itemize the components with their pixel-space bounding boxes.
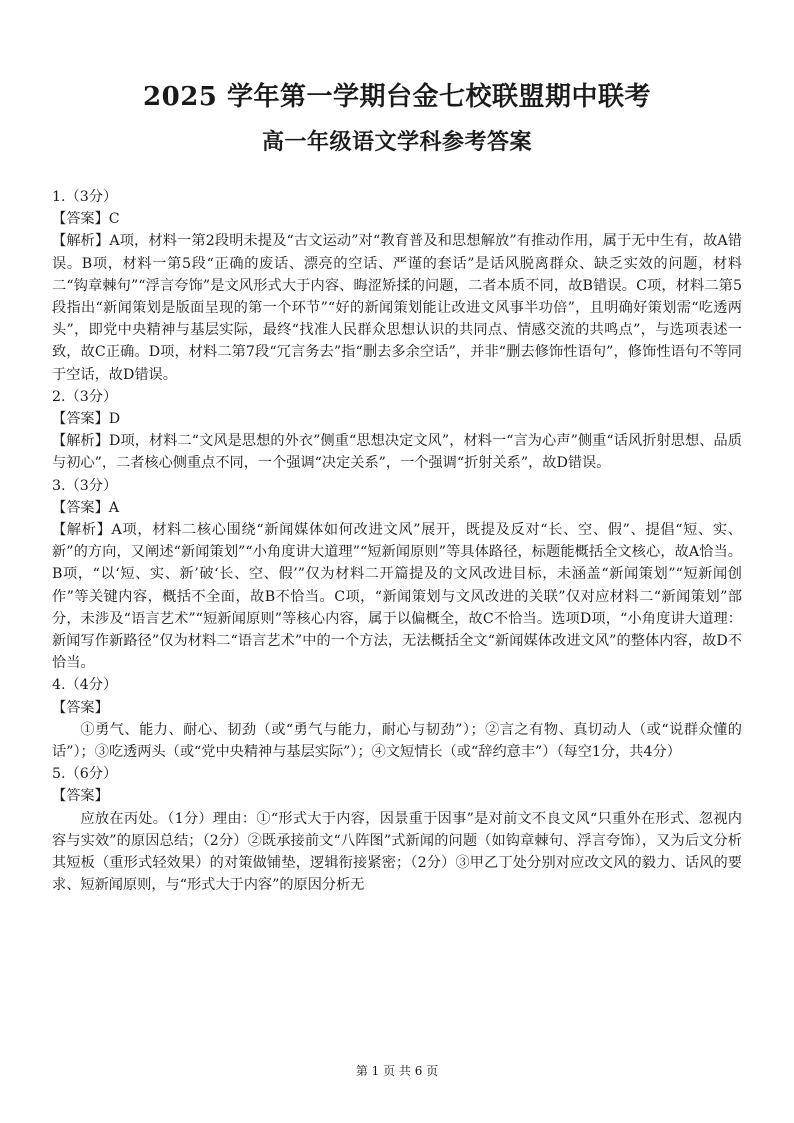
answer-body: [52, 186, 742, 897]
question-1-number: 1.（3分）: [52, 189, 118, 205]
question-1-analysis: 【解析】A项，材料一第2段明未提及“古文运动”对“教育普及和思想解放”有推动作用，属于无中生有，故A错误。B项，材料一第5段“正确的废话、漂亮的空话、严谨的套话”是话风脱离群众、缺乏实效的问题，材料二“钩章棘句”“浮言夸饰”是文风形式大于内容、晦涩矫揉的问题，二者本质不同，故B错误。C项，材料二第5段指出“新闻策划是版面呈现的第一个环节”“好的新闻策划能让改进文风事半功倍”，且明确好策划需“吃透两头”，即党中央精神与基层实际，最终“找准人民群众思想认识的共同点、情感交流的共鸣点”，与选项表述一致，故C正确。D项，材料二第7段“冗言务去”指“删去多余空话”，并非“删去修饰性语句”，修饰性语句不等同于空话，故D错误。: [52, 233, 742, 383]
exam-subtitle: 高一年级语文学科参考答案: [261, 129, 532, 155]
question-2-answer: 【答案】D: [52, 411, 121, 428]
question-3-analysis: 【解析】A项，材料二核心围绕“新闻媒体如何改进文风”展开，既提及反对“长、空、假”、提倡“短、实、新”的方向，又阐述“新闻策划”“小角度讲大道理”“短新闻原则”等具体路径，标题能概括全文核心，故A恰当。B项，“以‘短、实、新’破‘长、空、假’”仅为材料二开篇提及的文风改进目标，未涵盖“新闻策划”“短新闻创作”等关键内容，概括不全面，故B不恰当。C项，“新闻策划与文风改进的关联”仅对应材料二“新闻策划”部分，未涉及“语言艺术”“短新闻原则”等核心内容，属于以偏概全，故C不恰当。选项D项，“小角度讲大道理：新闻写作新路径”仅为材料二“语言艺术”中的一个方法，无法概括全文“新闻媒体改进文风”的整体内容，故D不恰当。: [52, 522, 742, 672]
question-1-answer: 【答案】C: [52, 211, 120, 228]
question-4-number: 4.（4分）: [52, 677, 118, 694]
question-3-number: 3.（3分）: [52, 477, 118, 494]
exam-title: 2025 学年第一学期台金七校联盟期中联考: [143, 82, 651, 112]
question-2-analysis: 【解析】D项，材料二“文风是思想的外衣”侧重“思想决定文风”，材料一“言为心声”侧重“话风折射思想、品质与初心”，二者核心侧重点不同，一个强调“决定关系”，一个强调“折射关系”，故D错误。: [52, 433, 742, 472]
question-5-content: 应放在丙处。（1分）理由：①“形式大于内容，因景重于因事”是对前文不良文风“只重外在形式、忽视内容与实效”的原因总结；（2分）②既承接前文“八阵图”式新闻的问题（如钩章棘句、浮言夸饰），又为后文分析其短板（重形式轻效果）的对策做铺垫，逻辑衔接紧密；（2分）③甲乙丁处分别对应改文风的毅力、话风的要求、短新闻原则，与“形式大于内容”的原因分析无: [52, 810, 742, 894]
question-4-answer: 【答案】: [52, 699, 109, 716]
question-2-number: 2.（3分）: [52, 388, 118, 405]
question-4-content: ①勇气、能力、耐心、韧劲（或“勇气与能力，耐心与韧劲”）；②言之有物、真切动人（或“说群众懂的话”）；③吃透两头（或“党中央精神与基层实际”）；④文短情长（或“辞约意丰”）（每空1分，共4分）: [52, 721, 742, 761]
page-number: 第 1 页 共 6 页: [355, 1064, 439, 1078]
question-5-number: 5.（6分）: [52, 766, 118, 783]
question-3-answer: 【答案】A: [52, 499, 119, 516]
question-5-answer: 【答案】: [52, 788, 109, 805]
